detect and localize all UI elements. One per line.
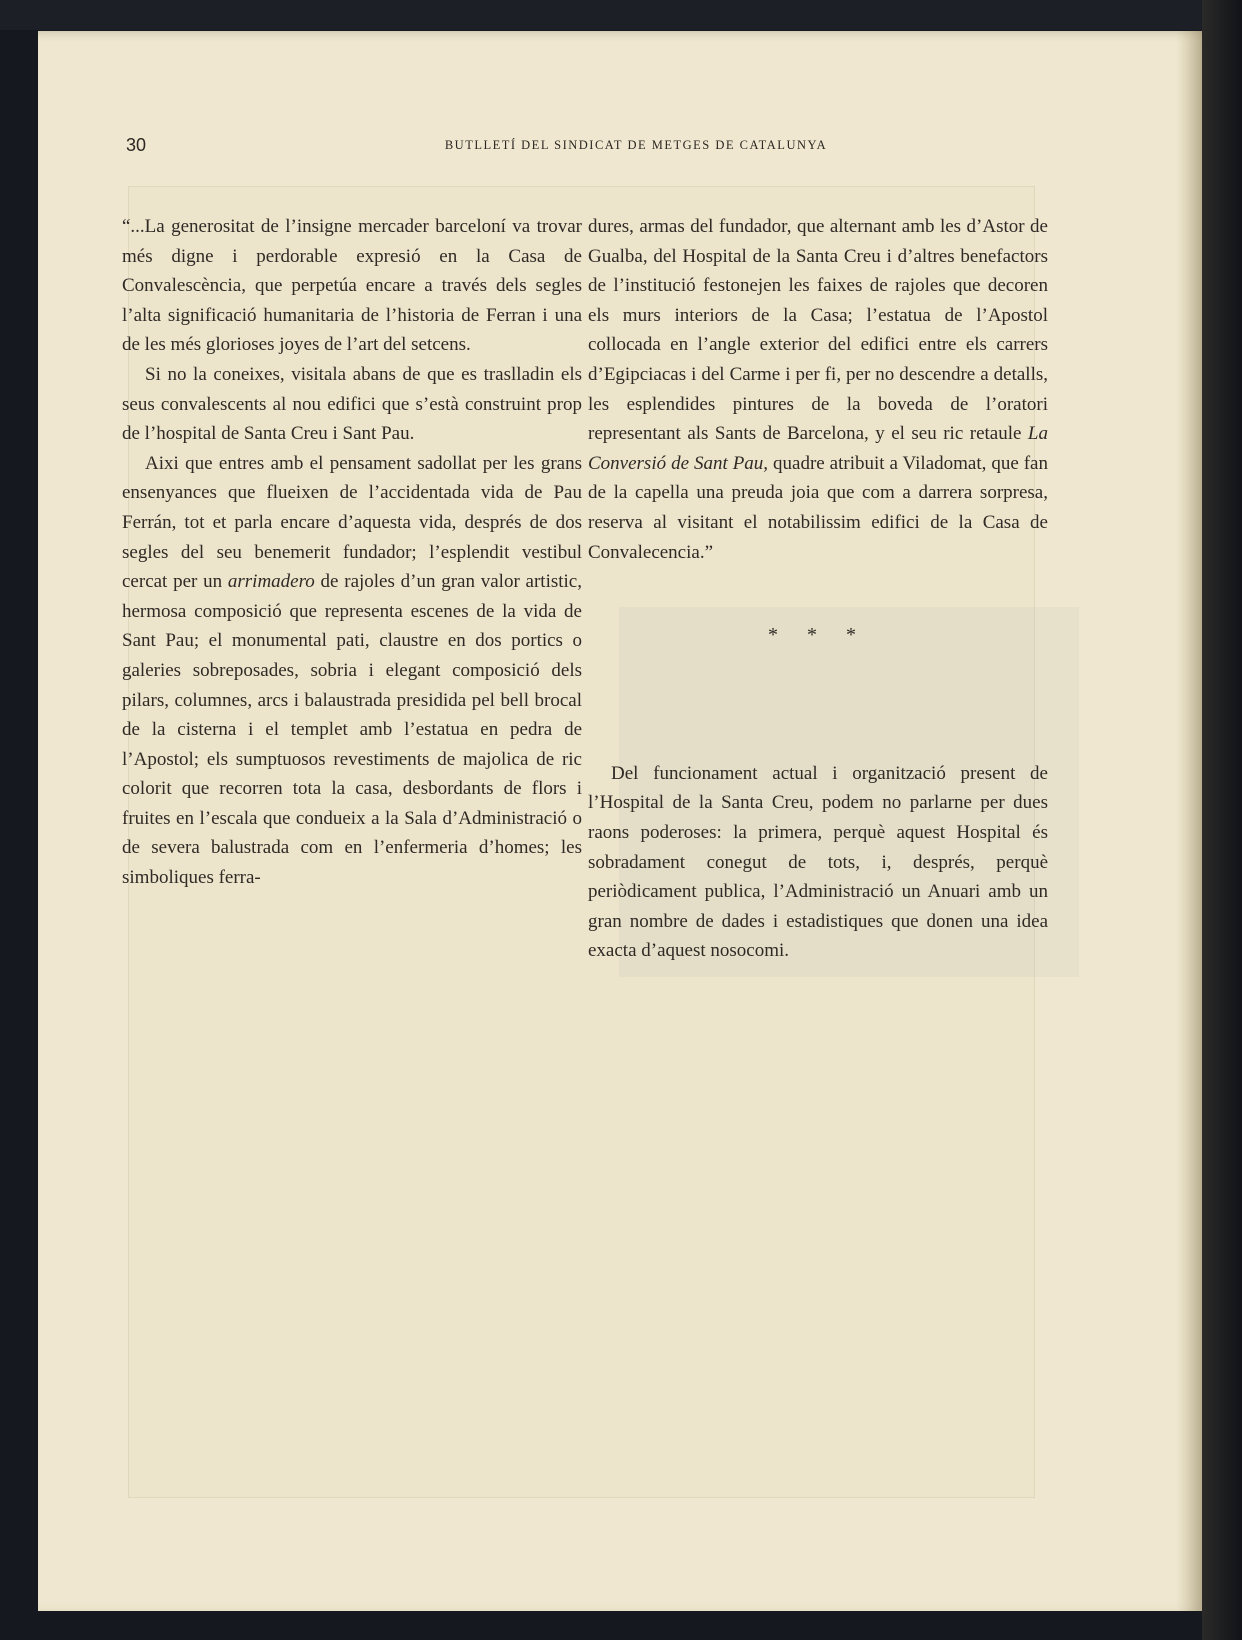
scan-background-right <box>1202 0 1242 1640</box>
paragraph: Del funcionament actual i organització present de l’Hospital de la Santa Creu, podem no parlarne per dues raons poderoses: la primera, perquè aquest Hospital és sobradament conegut de tots, i, després, perquè periòdicament publica, l’Administració un Anuari amb un gran nombre de dades i estadistiques que donen una idea exacta d’aquest nosocomi. <box>588 762 1048 962</box>
italic-title: La Conversió de Sant Pau, <box>588 423 1048 474</box>
paragraph: “...La generositat de l’insigne mercader barceloní va trovar més digne i perdorable expresió en la Casa de Convalescència, que perpetúa encare a través dels segles l’alta significació humanitaria de l’historia de Ferran i una de les més glorioses joyes de l’art del setcens. <box>122 216 582 356</box>
section-asterism: * * * <box>768 624 868 647</box>
paragraph-text: dures, armas del fundador, que alternant amb les d’Astor de Gualba, del Hospital de la Santa Creu i d’altres benefactors de l’institució festonejen les faixes de rajoles que decoren els murs interiors de la Casa; l’estatua de l’Apostol collocada en l’angle exterior del edifici entre els carrers d’Egipciacas i del Carme i per fi, per no descendre a detalls, les esplendides pintures de la boveda de l’oratori representant als Sants de Barcelona, y el seu ric retaule <box>588 216 1048 445</box>
paragraph-text: de rajoles d’un gran valor artistic, hermosa composició que representa escenes de la vida de Sant Pau; el monumental pati, claustre en dos portics o galeries sobreposades, sobria i elegant composició dels pilars, columnes, arcs i balaustrada presidida pel bell brocal de la cisterna i el templet amb l’estatua en pedra de l’Apostol; els sumptuosos revestiments de majolica de ric colorit que recorren tota la casa, desbordants de flors i fruites en l’escala que condueix a la Sala d’Administració o de severa balustrada com en l’enfermeria d’homes; les simboliques ferra- <box>122 571 582 889</box>
paragraph: Si no la coneixes, visitala abans de que es traslladin els seus convalescents al nou edifici que s’està construint prop de l’hospital de Santa Creu i Sant Pau. <box>122 363 582 445</box>
paragraph-text: Aixi que entres amb el pensament sadollat per les grans ensenyances que flueixen de l’accidentada vida de Pau Ferrán, tot et parla encare d’aquesta vida, després de dos segles del seu benemerit fundador; l’esplendit vestibul cercat per un <box>122 452 582 593</box>
running-head: BUTLLETÍ DEL SINDICAT DE METGES DE CATALUNYA <box>444 138 828 152</box>
page-number: 30 <box>126 135 147 155</box>
paragraph <box>588 212 1048 567</box>
right-column <box>588 212 1048 966</box>
page-header <box>126 135 1106 165</box>
paragraph <box>122 449 582 893</box>
italic-term: arrimadero <box>227 571 315 593</box>
document-page <box>38 31 1202 1611</box>
page-fold-shadow <box>1176 31 1202 1611</box>
scan-background-top <box>0 0 1242 30</box>
left-column <box>122 212 582 893</box>
paragraph-text: quadre atribuit a Viladomat, que fan de la capella una preuda joia que com a darrera sorpresa, reserva al visitant el notabilissim edifici de la Casa de Convalecencia.” <box>588 452 1048 563</box>
